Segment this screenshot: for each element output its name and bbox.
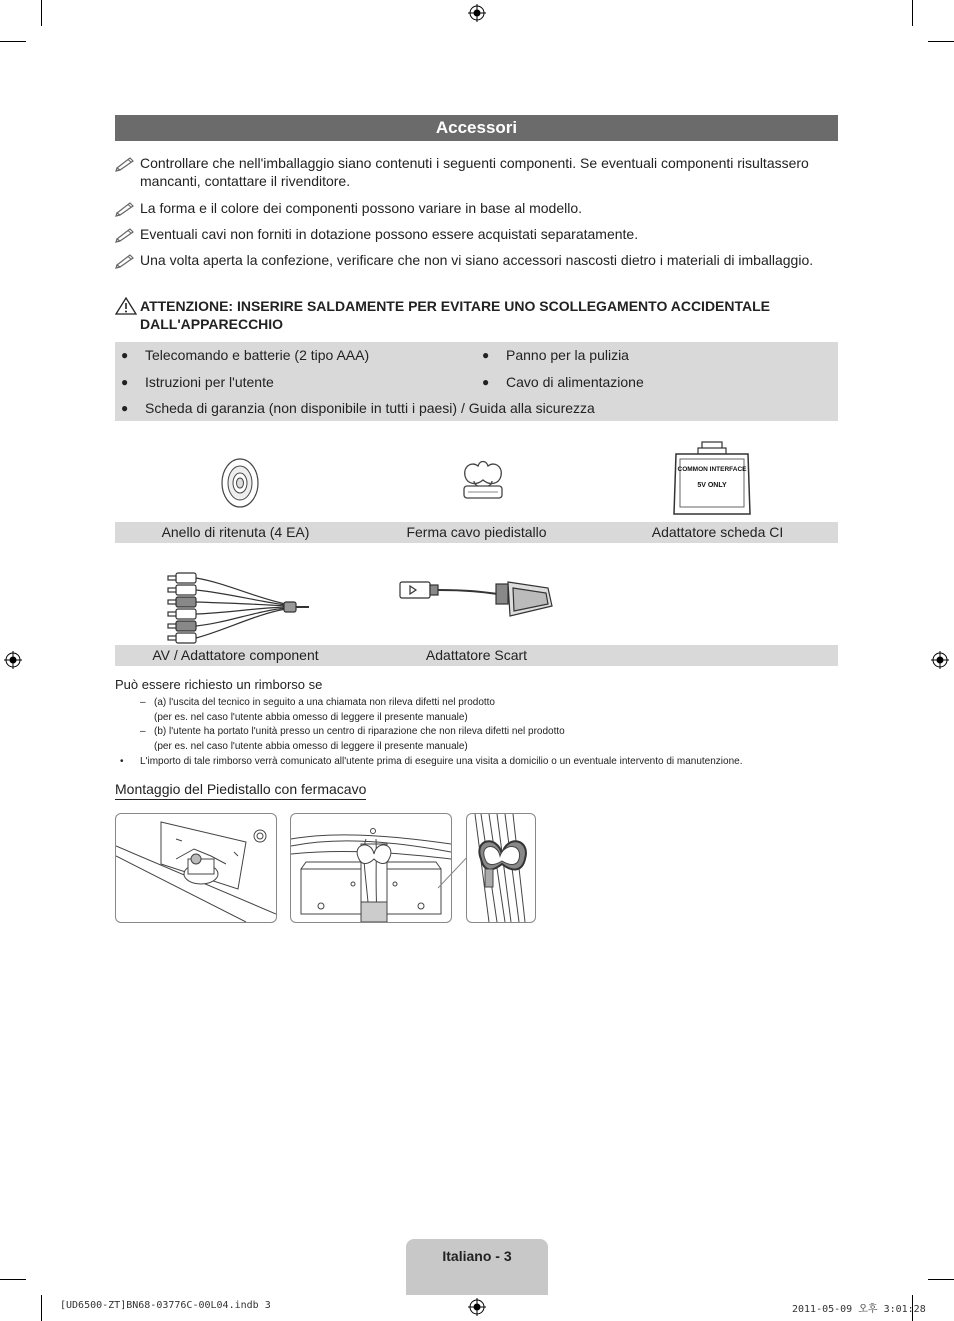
pencil-note-icon bbox=[115, 199, 137, 217]
pencil-note-icon bbox=[115, 154, 137, 172]
refund-line: (b) l'utente ha portato l'unità presso un centro di riparazione che non rileva difetti nel prodotto bbox=[154, 726, 565, 737]
crop-mark bbox=[41, 1295, 42, 1321]
list-item-label: Telecomando e batterie (2 tipo AAA) bbox=[145, 347, 370, 363]
ci-card-line2: 5V ONLY bbox=[697, 482, 727, 489]
list-item: ● Scheda di garanzia (non disponibile in tutti i paesi) / Guida alla sicurezza bbox=[121, 400, 595, 416]
note-item bbox=[115, 154, 815, 190]
print-timestamp: 2011-05-09 오후 3:01:28 bbox=[792, 1304, 926, 1315]
dash-marker: – bbox=[140, 697, 146, 708]
page-number-tab: Italiano - 3 bbox=[406, 1239, 548, 1295]
caution-notice bbox=[115, 297, 838, 333]
list-item-label: Scheda di garanzia (non disponibile in tutti i paesi) / Guida alla sicurezza bbox=[145, 400, 595, 416]
refund-line: (per es. nel caso l'utente abbia omesso di leggere il presente manuale) bbox=[154, 712, 468, 723]
crop-mark bbox=[928, 1279, 954, 1280]
note-item bbox=[115, 225, 815, 243]
note-text: Controllare che nell'imballaggio siano contenuti i seguenti componenti. Se eventuali componenti risultassero mancanti, contattare il rivenditore. bbox=[140, 155, 809, 189]
caution-text: ATTENZIONE: INSERIRE SALDAMENTE PER EVITARE UNO SCOLLEGAMENTO ACCIDENTALE DALL'APPARECCHIO bbox=[140, 298, 771, 332]
crop-mark bbox=[0, 41, 26, 42]
caption-retaining-ring: Anello di ritenuta (4 EA) bbox=[161, 524, 310, 540]
list-item: ● Istruzioni per l'utente bbox=[121, 374, 274, 390]
dash-marker: – bbox=[140, 726, 146, 737]
caption-scart-adapter: Adattatore Scart bbox=[425, 647, 528, 663]
stand-assembly-diagram-1 bbox=[115, 813, 277, 923]
note-text: Una volta aperta la confezione, verificare che non vi siano accessori nascosti dietro i materiali di imballaggio. bbox=[140, 252, 814, 268]
list-item-label: Istruzioni per l'utente bbox=[145, 374, 274, 390]
list-item: ● Cavo di alimentazione bbox=[482, 374, 644, 390]
av-component-adapter-image bbox=[166, 568, 312, 646]
list-item-label: Cavo di alimentazione bbox=[506, 374, 644, 390]
caption-bar bbox=[115, 645, 838, 666]
file-info: [UD6500-ZT]BN68-03776C-00L04.indb 3 bbox=[60, 1300, 271, 1311]
stand-assembly-diagram-2 bbox=[290, 813, 452, 923]
stand-assembly-detail bbox=[466, 813, 536, 923]
note-item bbox=[115, 251, 815, 269]
bullet-marker: • bbox=[120, 756, 124, 767]
cable-holder-image bbox=[460, 456, 506, 502]
registration-mark-icon bbox=[468, 1298, 486, 1316]
crop-mark bbox=[41, 0, 42, 26]
list-item: ● Panno per la pulizia bbox=[482, 347, 629, 363]
refund-note: L'importo di tale rimborso verrà comunicato all'utente prima di eseguire una visita a domicilio o un eventuale intervento di manutenzione. bbox=[140, 756, 743, 767]
caption-bar bbox=[115, 522, 838, 543]
note-text: La forma e il colore dei componenti possono variare in base al modello. bbox=[140, 200, 583, 216]
crop-mark bbox=[912, 0, 913, 26]
ci-card-adapter-image bbox=[672, 441, 752, 516]
retaining-ring-image bbox=[218, 456, 262, 510]
section-title: Accessori bbox=[115, 115, 838, 141]
pencil-note-icon bbox=[115, 251, 137, 269]
caption-av-adapter: AV / Adattatore component bbox=[152, 647, 319, 663]
list-item-label: Panno per la pulizia bbox=[506, 347, 629, 363]
assembly-heading: Montaggio del Piedistallo con fermacavo bbox=[115, 780, 366, 800]
warning-icon bbox=[115, 297, 137, 315]
note-text: Eventuali cavi non forniti in dotazione possono essere acquistati separatamente. bbox=[140, 226, 639, 242]
pencil-note-icon bbox=[115, 225, 137, 243]
list-item: ● Telecomando e batterie (2 tipo AAA) bbox=[121, 347, 370, 363]
note-item bbox=[115, 199, 815, 217]
crop-mark bbox=[0, 1279, 26, 1280]
scart-adapter-image bbox=[398, 576, 556, 622]
registration-mark-icon bbox=[468, 4, 486, 22]
crop-mark bbox=[928, 41, 954, 42]
ci-card-line1: COMMON INTERFACE bbox=[677, 466, 747, 473]
registration-mark-icon bbox=[931, 651, 949, 669]
registration-mark-icon bbox=[4, 651, 22, 669]
refund-intro: Può essere richiesto un rimborso se bbox=[115, 677, 323, 692]
caption-ci-adapter: Adattatore scheda CI bbox=[651, 524, 784, 540]
caption-cable-holder: Ferma cavo piedistallo bbox=[406, 524, 547, 540]
refund-line: (a) l'uscita del tecnico in seguito a una chiamata non rileva difetti nel prodotto bbox=[154, 697, 495, 708]
refund-line: (per es. nel caso l'utente abbia omesso di leggere il presente manuale) bbox=[154, 741, 468, 752]
